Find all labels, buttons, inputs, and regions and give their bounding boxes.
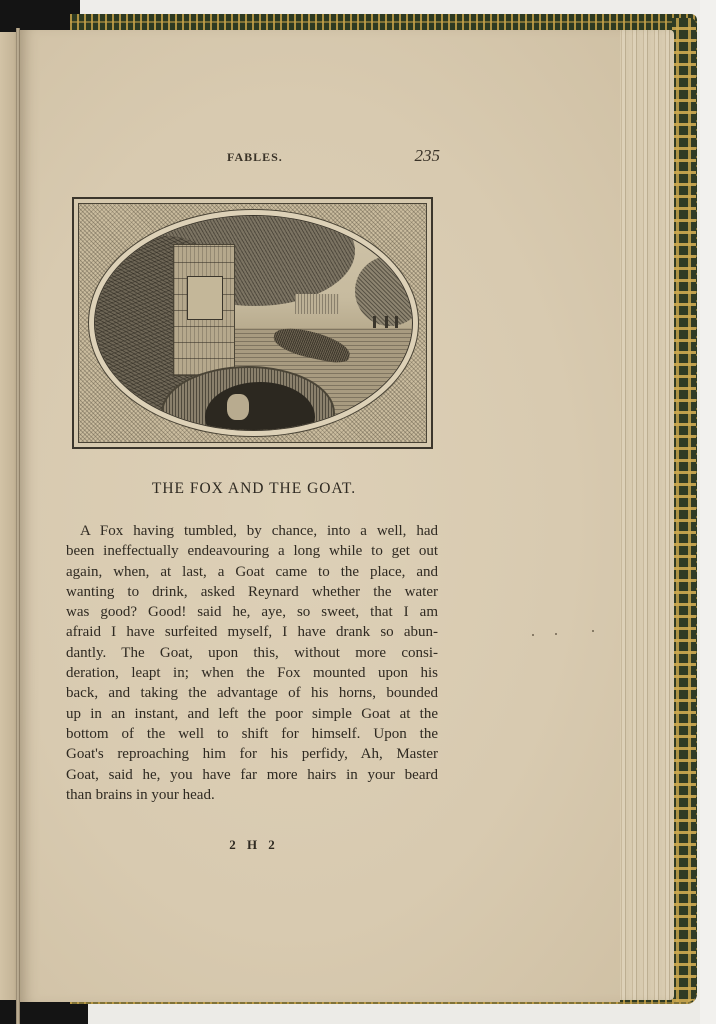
goat-figure: [227, 394, 249, 420]
text-line: Goat's reproaching him for his perfidy, Ah, Master: [66, 746, 438, 763]
text-line: been ineffectually endeavouring a long while to get out: [66, 543, 438, 560]
fable-body: [66, 521, 438, 805]
engraving-illustration: [72, 197, 433, 449]
gutter: [16, 28, 20, 1024]
text-line: afraid I have surfeited myself, I have drank so abun-: [66, 624, 438, 641]
signature-mark: 2 H 2: [229, 837, 279, 852]
trees-right: [355, 256, 413, 326]
paper-speck: [555, 633, 557, 635]
book-page: [20, 30, 620, 1002]
text-line: back, and taking the advantage of his horns, bounded: [66, 685, 438, 702]
distant-house: [295, 294, 339, 314]
text-line: again, when, at last, a Goat came to the place, and: [66, 563, 438, 580]
paper-speck: [592, 630, 594, 632]
book-cover-fore-edge-tooling: [672, 18, 696, 1002]
background-black-top-left: [0, 0, 80, 32]
engraving-scene: [94, 215, 413, 431]
text-line: deration, leapt in; when the Fox mounted upon his: [66, 665, 438, 682]
pillar-plaque: [187, 276, 223, 320]
text-line: was good? Good! said he, aye, so sweet, that I am: [66, 604, 438, 621]
text-line: wanting to drink, asked Reynard whether the water: [66, 583, 438, 600]
paper-speck: [532, 634, 534, 636]
text-line: A Fox having tumbled, by chance, into a well, had: [80, 523, 438, 539]
text-line: bottom of the well to shift for himself. Upon the: [66, 725, 438, 742]
text-line: up in an instant, and left the poor simple Goat at the: [66, 705, 438, 722]
fable-title: THE FOX AND THE GOAT.: [151, 480, 357, 497]
text-line: dantly. The Goat, upon this, without more consi-: [66, 644, 438, 661]
text-line: Goat, said he, you have far more hairs in your beard: [66, 766, 438, 783]
text-line: than brains in your head.: [66, 786, 215, 803]
page-number: 235: [414, 146, 440, 165]
running-head: [66, 146, 442, 170]
background-right: [700, 0, 716, 1024]
running-head-title: FABLES.: [227, 150, 283, 164]
